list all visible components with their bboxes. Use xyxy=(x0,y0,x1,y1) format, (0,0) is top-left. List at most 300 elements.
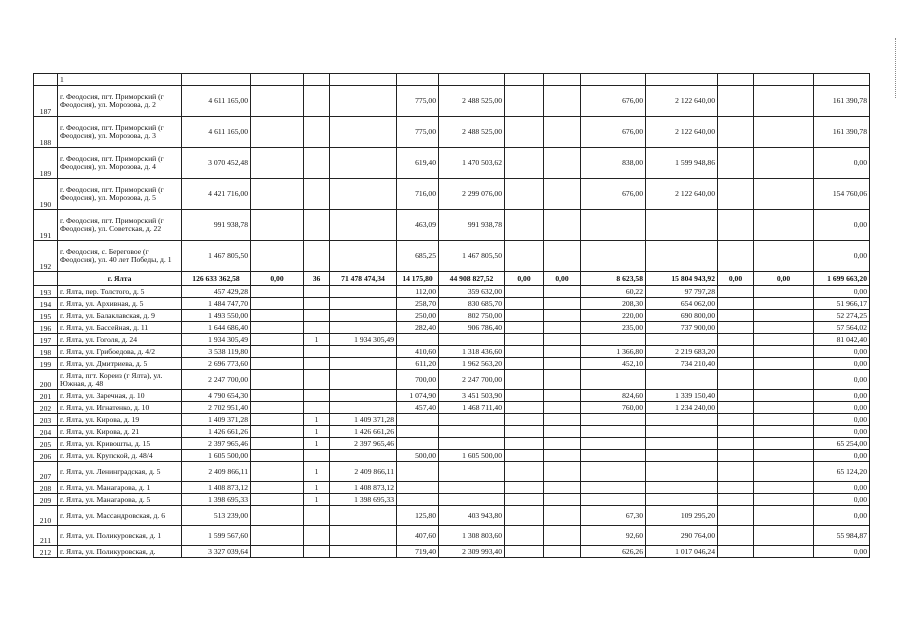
value-cell: 71 478 474,34 xyxy=(330,272,397,286)
value-cell: 1 468 711,40 xyxy=(439,402,505,414)
row-number: 189 xyxy=(34,148,58,179)
value-cell xyxy=(251,390,304,402)
value-cell xyxy=(581,426,646,438)
address-cell: г. Феодосия, пгт. Приморский (г Феодосия), ул. Морозова, д. 3 xyxy=(58,117,182,148)
value-cell: 452,10 xyxy=(581,358,646,370)
value-cell: 830 685,70 xyxy=(439,298,505,310)
value-cell xyxy=(718,210,754,241)
value-cell: 0,00 xyxy=(814,370,870,390)
value-cell xyxy=(439,482,505,494)
value-cell xyxy=(754,438,814,450)
row-number: 209 xyxy=(34,494,58,506)
value-cell xyxy=(581,210,646,241)
value-cell xyxy=(330,241,397,272)
table-row xyxy=(34,117,870,148)
value-cell xyxy=(544,74,581,86)
value-cell xyxy=(646,462,718,482)
value-cell xyxy=(439,494,505,506)
row-number: 202 xyxy=(34,402,58,414)
value-cell xyxy=(304,358,330,370)
value-cell xyxy=(544,438,581,450)
row-number: 205 xyxy=(34,438,58,450)
value-cell: 1 599 567,60 xyxy=(182,526,251,546)
value-cell: 513 239,00 xyxy=(182,506,251,526)
row-number: 204 xyxy=(34,426,58,438)
value-cell: 57 564,02 xyxy=(814,322,870,334)
value-cell: 1 408 873,12 xyxy=(330,482,397,494)
value-cell xyxy=(646,210,718,241)
value-cell xyxy=(544,506,581,526)
address-cell: г. Ялта, ул. Заречная, д. 10 xyxy=(58,390,182,402)
address-cell: 1 xyxy=(58,74,182,86)
value-cell xyxy=(505,482,544,494)
value-cell xyxy=(330,117,397,148)
value-cell: 1 962 563,20 xyxy=(439,358,505,370)
value-cell xyxy=(304,286,330,298)
value-cell: 282,40 xyxy=(397,322,439,334)
value-cell xyxy=(330,450,397,462)
value-cell xyxy=(754,414,814,426)
row-number: 206 xyxy=(34,450,58,462)
value-cell: 1 484 747,70 xyxy=(182,298,251,310)
value-cell xyxy=(505,86,544,117)
table-row xyxy=(34,546,870,558)
value-cell xyxy=(304,390,330,402)
value-cell: 97 797,28 xyxy=(646,286,718,298)
value-cell xyxy=(505,74,544,86)
value-cell xyxy=(505,526,544,546)
value-cell: 403 943,80 xyxy=(439,506,505,526)
value-cell xyxy=(754,286,814,298)
value-cell xyxy=(718,462,754,482)
value-cell xyxy=(505,370,544,390)
address-cell: г. Феодосия, пгт. Приморский (г Феодосия), ул. Морозова, д. 4 xyxy=(58,148,182,179)
value-cell xyxy=(718,74,754,86)
table-row xyxy=(34,148,870,179)
value-cell: 60,22 xyxy=(581,286,646,298)
value-cell xyxy=(330,390,397,402)
row-number: 196 xyxy=(34,322,58,334)
value-cell xyxy=(718,426,754,438)
value-cell: 0,00 xyxy=(814,414,870,426)
value-cell: 8 623,58 xyxy=(581,272,646,286)
value-cell: 36 xyxy=(304,272,330,286)
value-cell: 161 390,78 xyxy=(814,86,870,117)
value-cell: 2 309 993,40 xyxy=(439,546,505,558)
value-cell: 991 938,78 xyxy=(182,210,251,241)
value-cell xyxy=(330,358,397,370)
value-cell xyxy=(505,346,544,358)
value-cell xyxy=(718,179,754,210)
value-cell xyxy=(397,494,439,506)
value-cell xyxy=(439,74,505,86)
value-cell xyxy=(754,390,814,402)
value-cell xyxy=(754,546,814,558)
address-cell: г. Ялта, пгт. Кореиз (г Ялта), ул. Южная, д. 48 xyxy=(58,370,182,390)
value-cell: 0,00 xyxy=(814,358,870,370)
row-number xyxy=(34,74,58,86)
value-cell xyxy=(718,494,754,506)
address-cell: г. Феодосия, пгт. Приморский (г Феодосия), ул. Морозова, д. 5 xyxy=(58,179,182,210)
address-cell: г. Ялта, ул. Манагарова, д. 5 xyxy=(58,494,182,506)
value-cell: 3 327 039,64 xyxy=(182,546,251,558)
value-cell xyxy=(646,494,718,506)
value-cell xyxy=(754,506,814,526)
value-cell: 0,00 xyxy=(754,272,814,286)
value-cell xyxy=(304,402,330,414)
value-cell xyxy=(754,334,814,346)
value-cell: 109 295,20 xyxy=(646,506,718,526)
value-cell: 4 790 654,30 xyxy=(182,390,251,402)
value-cell: 2 409 866,11 xyxy=(182,462,251,482)
value-cell: 1 599 948,86 xyxy=(646,148,718,179)
subtotal-row xyxy=(34,272,870,286)
value-cell: 2 409 866,11 xyxy=(330,462,397,482)
value-cell xyxy=(251,426,304,438)
value-cell: 991 938,78 xyxy=(439,210,505,241)
value-cell xyxy=(544,179,581,210)
value-cell xyxy=(718,286,754,298)
value-cell: 290 764,00 xyxy=(646,526,718,546)
value-cell: 67,30 xyxy=(581,506,646,526)
value-cell: 760,00 xyxy=(581,402,646,414)
value-cell: 1 467 805,50 xyxy=(439,241,505,272)
value-cell xyxy=(251,179,304,210)
value-cell: 1 467 805,50 xyxy=(182,241,251,272)
value-cell xyxy=(251,482,304,494)
value-cell xyxy=(251,450,304,462)
row-number: 212 xyxy=(34,546,58,558)
value-cell xyxy=(304,179,330,210)
value-cell xyxy=(581,462,646,482)
value-cell xyxy=(505,462,544,482)
value-cell: 0,00 xyxy=(814,482,870,494)
value-cell xyxy=(439,438,505,450)
value-cell: 719,40 xyxy=(397,546,439,558)
value-cell: 690 800,00 xyxy=(646,310,718,322)
value-cell: 676,00 xyxy=(581,117,646,148)
address-cell: г. Ялта, ул. Грибоедова, д. 4/2 xyxy=(58,346,182,358)
value-cell xyxy=(581,450,646,462)
row-number: 193 xyxy=(34,286,58,298)
value-cell xyxy=(581,438,646,450)
value-cell xyxy=(330,86,397,117)
value-cell xyxy=(251,241,304,272)
table-row xyxy=(34,346,870,358)
value-cell xyxy=(304,346,330,358)
value-cell: 3 538 119,80 xyxy=(182,346,251,358)
value-cell: 65 254,00 xyxy=(814,438,870,450)
value-cell xyxy=(754,450,814,462)
value-cell: 126 633 362,58 xyxy=(182,272,251,286)
value-cell xyxy=(581,241,646,272)
value-cell xyxy=(304,74,330,86)
value-cell xyxy=(439,414,505,426)
value-cell xyxy=(505,390,544,402)
address-cell: г. Ялта, ул. Балаклавская, д. 9 xyxy=(58,310,182,322)
address-cell: г. Ялта, ул. Поликуровская, д. 1 xyxy=(58,526,182,546)
row-number: 208 xyxy=(34,482,58,494)
value-cell xyxy=(251,358,304,370)
value-cell xyxy=(544,494,581,506)
value-cell: 220,00 xyxy=(581,310,646,322)
value-cell xyxy=(581,482,646,494)
value-cell: 4 611 165,00 xyxy=(182,117,251,148)
address-cell: г. Ялта, ул. Кирова, д. 19 xyxy=(58,414,182,426)
value-cell xyxy=(754,86,814,117)
value-cell xyxy=(304,506,330,526)
value-cell xyxy=(646,414,718,426)
value-cell xyxy=(251,438,304,450)
table-row xyxy=(34,426,870,438)
value-cell: 775,00 xyxy=(397,117,439,148)
value-cell xyxy=(718,482,754,494)
value-cell xyxy=(754,241,814,272)
value-cell xyxy=(304,546,330,558)
table-row xyxy=(34,74,870,86)
value-cell xyxy=(718,117,754,148)
value-cell: 0,00 xyxy=(814,402,870,414)
value-cell xyxy=(754,117,814,148)
scan-edge-mark xyxy=(895,38,897,98)
row-number: 210 xyxy=(34,506,58,526)
row-number: 200 xyxy=(34,370,58,390)
row-number: 203 xyxy=(34,414,58,426)
table-row xyxy=(34,179,870,210)
value-cell xyxy=(581,370,646,390)
value-cell xyxy=(330,210,397,241)
value-cell xyxy=(397,482,439,494)
value-cell xyxy=(544,426,581,438)
value-cell: 775,00 xyxy=(397,86,439,117)
value-cell: 1 470 503,62 xyxy=(439,148,505,179)
value-cell: 112,00 xyxy=(397,286,439,298)
value-cell: 0,00 xyxy=(718,272,754,286)
value-cell: 0,00 xyxy=(814,546,870,558)
value-cell: 2 488 525,00 xyxy=(439,117,505,148)
value-cell: 235,00 xyxy=(581,322,646,334)
table-row xyxy=(34,322,870,334)
value-cell xyxy=(718,322,754,334)
row-number: 190 xyxy=(34,179,58,210)
table-row xyxy=(34,286,870,298)
address-cell: г. Ялта, ул. Гоголя, д. 24 xyxy=(58,334,182,346)
value-cell: 55 984,87 xyxy=(814,526,870,546)
value-cell: 1 409 371,28 xyxy=(330,414,397,426)
value-cell: 685,25 xyxy=(397,241,439,272)
value-cell xyxy=(251,526,304,546)
value-cell: 2 299 076,00 xyxy=(439,179,505,210)
value-cell xyxy=(251,370,304,390)
value-cell xyxy=(397,462,439,482)
value-cell xyxy=(544,286,581,298)
value-cell: 92,60 xyxy=(581,526,646,546)
value-cell xyxy=(754,462,814,482)
value-cell: 700,00 xyxy=(397,370,439,390)
value-cell: 0,00 xyxy=(544,272,581,286)
value-cell xyxy=(544,526,581,546)
value-cell xyxy=(754,370,814,390)
table-row xyxy=(34,414,870,426)
address-cell: г. Феодосия, пгт. Приморский (г Феодосия), ул. Морозова, д. 2 xyxy=(58,86,182,117)
value-cell xyxy=(718,438,754,450)
value-cell xyxy=(646,334,718,346)
value-cell xyxy=(304,241,330,272)
value-cell xyxy=(505,210,544,241)
value-cell: 0,00 xyxy=(814,390,870,402)
table-row xyxy=(34,210,870,241)
value-cell: 1 366,80 xyxy=(581,346,646,358)
table-row xyxy=(34,310,870,322)
value-cell xyxy=(544,310,581,322)
value-cell xyxy=(754,179,814,210)
address-cell: г. Ялта, ул. Массандровская, д. 6 xyxy=(58,506,182,526)
value-cell: 258,70 xyxy=(397,298,439,310)
value-cell: 1 318 436,60 xyxy=(439,346,505,358)
value-cell: 52 274,25 xyxy=(814,310,870,322)
value-cell: 0,00 xyxy=(814,506,870,526)
value-cell xyxy=(304,450,330,462)
address-cell: г. Ялта, ул. Поликуровская, д. xyxy=(58,546,182,558)
value-cell xyxy=(505,179,544,210)
value-cell xyxy=(544,462,581,482)
address-cell: г. Ялта, ул. Крупской, д. 48/4 xyxy=(58,450,182,462)
value-cell xyxy=(718,148,754,179)
address-cell: г. Ялта, ул. Кривошты, д. 15 xyxy=(58,438,182,450)
value-cell xyxy=(251,86,304,117)
value-cell xyxy=(718,546,754,558)
value-cell xyxy=(397,438,439,450)
value-cell: 457 429,28 xyxy=(182,286,251,298)
table-row xyxy=(34,526,870,546)
value-cell xyxy=(330,286,397,298)
value-cell xyxy=(581,334,646,346)
address-cell: г. Ялта, ул. Кирова, д. 21 xyxy=(58,426,182,438)
value-cell xyxy=(505,414,544,426)
value-cell xyxy=(505,402,544,414)
value-cell xyxy=(754,210,814,241)
address-cell: г. Ялта, ул. Бассейная, д. 11 xyxy=(58,322,182,334)
value-cell xyxy=(330,346,397,358)
value-cell xyxy=(718,86,754,117)
value-cell: 3 451 503,90 xyxy=(439,390,505,402)
table-row xyxy=(34,482,870,494)
value-cell: 1 xyxy=(304,438,330,450)
value-cell: 44 908 827,52 xyxy=(439,272,505,286)
value-cell: 2 247 700,00 xyxy=(439,370,505,390)
value-cell xyxy=(544,241,581,272)
value-cell xyxy=(397,334,439,346)
value-cell xyxy=(330,298,397,310)
table-row xyxy=(34,298,870,310)
value-cell xyxy=(304,86,330,117)
value-cell xyxy=(754,402,814,414)
value-cell: 1 644 686,40 xyxy=(182,322,251,334)
value-cell: 2 122 640,00 xyxy=(646,179,718,210)
value-cell: 0,00 xyxy=(814,450,870,462)
value-cell xyxy=(505,546,544,558)
value-cell xyxy=(718,506,754,526)
value-cell xyxy=(439,462,505,482)
value-cell xyxy=(754,426,814,438)
value-cell xyxy=(397,426,439,438)
table-body xyxy=(34,74,870,558)
table-row xyxy=(34,450,870,462)
document-page xyxy=(33,73,870,558)
value-cell xyxy=(251,210,304,241)
value-cell: 838,00 xyxy=(581,148,646,179)
value-cell: 1 xyxy=(304,482,330,494)
value-cell xyxy=(754,298,814,310)
value-cell xyxy=(646,482,718,494)
value-cell: 824,60 xyxy=(581,390,646,402)
value-cell: 1 426 661,26 xyxy=(182,426,251,438)
table-row xyxy=(34,86,870,117)
value-cell xyxy=(754,148,814,179)
value-cell: 0,00 xyxy=(814,241,870,272)
value-cell xyxy=(330,402,397,414)
value-cell xyxy=(505,334,544,346)
value-cell xyxy=(251,462,304,482)
value-cell xyxy=(505,322,544,334)
value-cell xyxy=(754,494,814,506)
value-cell: 1 xyxy=(304,462,330,482)
row-number: 187 xyxy=(34,86,58,117)
value-cell xyxy=(718,450,754,462)
table-row xyxy=(34,506,870,526)
value-cell xyxy=(304,210,330,241)
value-cell xyxy=(718,526,754,546)
value-cell xyxy=(718,346,754,358)
value-cell: 1 409 371,28 xyxy=(182,414,251,426)
value-cell xyxy=(581,74,646,86)
value-cell: 1 605 500,00 xyxy=(439,450,505,462)
value-cell xyxy=(251,148,304,179)
address-cell: г. Ялта, ул. Архивная, д. 5 xyxy=(58,298,182,310)
value-cell: 0,00 xyxy=(814,346,870,358)
value-cell xyxy=(505,494,544,506)
value-cell xyxy=(544,86,581,117)
value-cell xyxy=(505,298,544,310)
value-cell xyxy=(544,482,581,494)
value-cell xyxy=(304,298,330,310)
value-cell xyxy=(330,74,397,86)
table-row xyxy=(34,494,870,506)
value-cell: 250,00 xyxy=(397,310,439,322)
value-cell xyxy=(505,450,544,462)
value-cell xyxy=(544,450,581,462)
value-cell: 1 493 550,00 xyxy=(182,310,251,322)
value-cell: 410,60 xyxy=(397,346,439,358)
value-cell xyxy=(439,426,505,438)
value-cell: 2 696 773,60 xyxy=(182,358,251,370)
value-cell xyxy=(646,450,718,462)
value-cell: 1 074,90 xyxy=(397,390,439,402)
value-cell: 1 339 150,40 xyxy=(646,390,718,402)
value-cell: 1 426 661,26 xyxy=(330,426,397,438)
value-cell xyxy=(814,74,870,86)
value-cell xyxy=(304,526,330,546)
value-cell xyxy=(505,286,544,298)
value-cell xyxy=(544,117,581,148)
value-cell xyxy=(544,414,581,426)
value-cell xyxy=(505,241,544,272)
value-cell xyxy=(754,358,814,370)
value-cell xyxy=(304,310,330,322)
value-cell: 619,40 xyxy=(397,148,439,179)
value-cell: 2 122 640,00 xyxy=(646,117,718,148)
value-cell xyxy=(251,494,304,506)
